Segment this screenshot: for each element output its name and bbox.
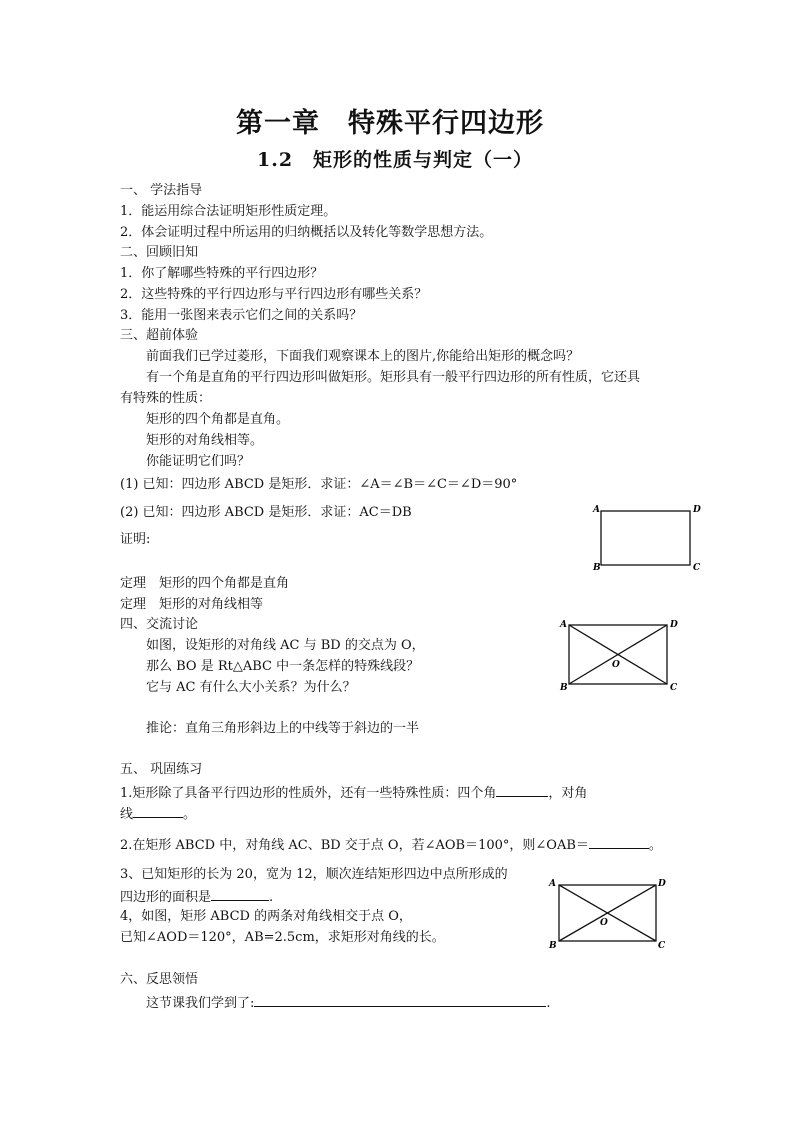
rectangle-diagonals-figure xyxy=(547,876,672,951)
given-statement: (2) 已知：四边形 ABCD 是矩形．求证：AC＝DB xyxy=(120,505,412,520)
exercise-4-line2: 已知∠AOD＝120°，AB=2.5cm，求矩形对角线的长。 xyxy=(120,930,445,945)
section4-heading: 四、交流讨论 xyxy=(120,617,199,632)
exercise-2 xyxy=(120,836,662,854)
answer-blank[interactable] xyxy=(133,805,183,818)
center-label-o: O xyxy=(600,918,608,928)
vertex-label-a: A xyxy=(593,505,600,515)
exercise-text: . xyxy=(269,890,274,905)
section3-heading: 三、超前体验 xyxy=(120,328,199,343)
exercise-text: 四边形的面积是 xyxy=(120,890,212,905)
center-label-o: O xyxy=(612,660,620,670)
exercise-text: 2.在矩形 ABCD 中，对角线 AC、BD 交于点 O，若∠AOB＝100°，则∠OAB＝ xyxy=(120,838,589,853)
reflection-text: . xyxy=(546,996,551,1011)
discussion-line: 它与 AC 有什么大小关系？为什么？ xyxy=(146,680,356,695)
theorem: 定理 矩形的对角线相等 xyxy=(120,597,264,612)
exercise-4-line1: 4，如图，矩形 ABCD 的两条对角线相交于点 O， xyxy=(120,909,412,924)
page-title: 第一章 特殊平行四边形 xyxy=(236,108,544,139)
section3-para: 前面我们已学过菱形，下面我们观察课本上的图片,你能给出矩形的概念吗？ xyxy=(146,349,580,364)
proof-question: 你能证明它们吗？ xyxy=(146,454,251,469)
section1-heading: 一、 学法指导 xyxy=(120,183,203,198)
exercise-text: 。 xyxy=(183,807,197,822)
answer-blank[interactable] xyxy=(496,784,548,797)
reflection-line xyxy=(146,994,551,1012)
section6-heading: 六、反思领悟 xyxy=(120,972,199,987)
vertex-label-b: B xyxy=(560,683,568,692)
section2-heading: 二、回顾旧知 xyxy=(120,245,199,260)
rectangle-diagonals-figure xyxy=(557,617,687,692)
vertex-label-c: C xyxy=(693,563,701,573)
exercise-3-line1: 3、已知矩形的长为 20，宽为 12，顺次连结矩形四边中点所形成的 xyxy=(120,867,508,882)
vertex-label-d: D xyxy=(658,879,666,889)
exercise-text: 线 xyxy=(120,807,134,822)
reflection-blank[interactable] xyxy=(254,994,546,1007)
exercise-text: 。 xyxy=(648,838,662,853)
answer-blank[interactable] xyxy=(211,888,269,901)
vertex-label-d: D xyxy=(693,505,701,515)
rect-property: 矩形的对角线相等。 xyxy=(146,433,264,448)
vertex-label-c: C xyxy=(658,941,666,951)
vertex-label-d: D xyxy=(670,620,678,630)
section3-para: 有特殊的性质： xyxy=(120,391,212,406)
exercise-text: ，对角 xyxy=(548,786,588,801)
section1-item: 1．能运用综合法证明矩形性质定理。 xyxy=(120,204,337,219)
corollary: 推论：直角三角形斜边上的中线等于斜边的一半 xyxy=(146,721,420,736)
rectangle-figure xyxy=(590,503,710,577)
vertex-label-a: A xyxy=(560,620,567,630)
section1-item: 2．体会证明过程中所运用的归纳概括以及转化等数学思想方法。 xyxy=(120,225,493,240)
section5-heading: 五、 巩固练习 xyxy=(120,762,203,777)
section3-para: 有一个角是直角的平行四边形叫做矩形。矩形具有一般平行四边形的所有性质，它还具 xyxy=(146,370,641,385)
exercise-text: 1.矩形除了具备平行四边形的性质外，还有一些特殊性质：四个角 xyxy=(120,786,497,801)
discussion-line: 那么 BO 是 Rt△ABC 中一条怎样的特殊线段？ xyxy=(146,659,420,674)
theorem: 定理 矩形的四个角都是直角 xyxy=(120,576,290,591)
vertex-label-b: B xyxy=(549,941,557,951)
discussion-line: 如图，设矩形的对角线 AC 与 BD 的交点为 O， xyxy=(146,638,425,653)
vertex-label-c: C xyxy=(670,683,678,692)
exercise-1-line2 xyxy=(120,805,196,823)
reflection-text: 这节课我们学到了: xyxy=(146,996,255,1011)
proof-label: 证明: xyxy=(120,532,151,547)
section2-item: 1．你了解哪些特殊的平行四边形？ xyxy=(120,266,324,281)
vertex-label-b: B xyxy=(593,563,601,573)
exercise-1-line1 xyxy=(120,784,587,802)
rect-property: 矩形的四个角都是直角。 xyxy=(146,412,290,427)
given-statement: (1) 已知：四边形 ABCD 是矩形．求证：∠A＝∠B＝∠C＝∠D＝90° xyxy=(120,477,518,492)
section2-item: 3．能用一张图来表示它们之间的关系吗？ xyxy=(120,308,363,323)
answer-blank[interactable] xyxy=(589,836,649,849)
exercise-3-line2 xyxy=(120,888,273,906)
section2-item: 2．这些特殊的平行四边形与平行四边形有哪些关系？ xyxy=(120,287,428,302)
rectangle-abcd xyxy=(601,511,690,565)
page-subtitle: 1.2 矩形的性质与判定（一） xyxy=(257,149,534,171)
vertex-label-a: A xyxy=(549,879,556,889)
